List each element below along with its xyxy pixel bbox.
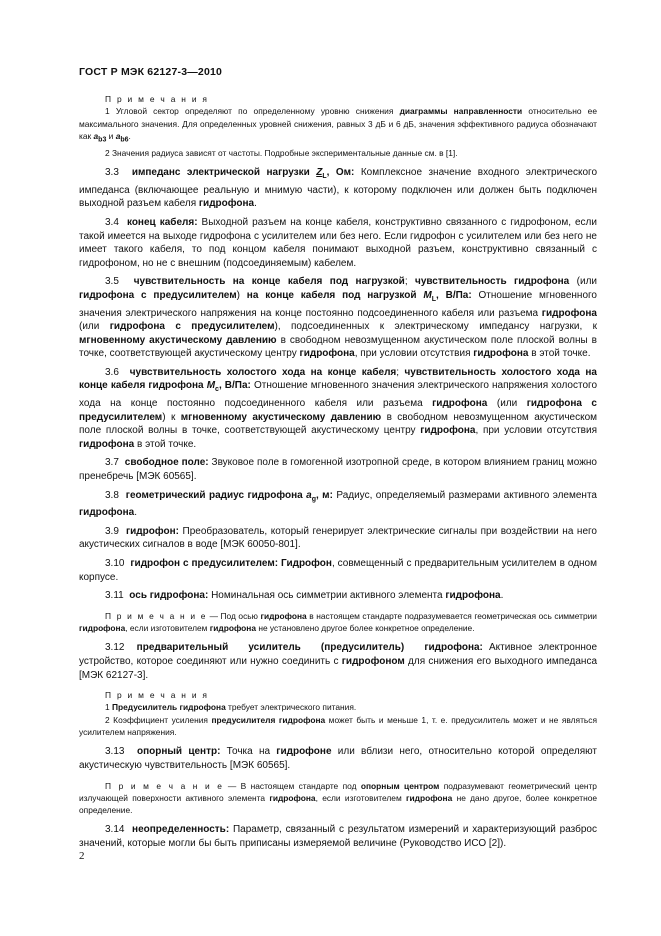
note-item: 1 Угловой сектор определяют по определенному уровню снижения диаграммы направленности относительно ее максимального значения. Для определенных уровней снижения, равных 3 дБ и 6 дБ, значения эффективного радиуса обозначают как $a_{b3}$ и $a_{b6}$. bbox=[79, 106, 597, 144]
term-3-4: 3.4 конец кабеля: Выходной разъем на конце кабеля, конструктивно связанного с гидрофоном, если такой имеется на выходе гидрофона с усилителем или без него. Если гидрофон с усилителем или без него не имеет такого кабеля, то под концом кабеля понимают выходной разъем, конструктивно связанный с гидрофоном, но не с внешним (подсоединяемым) кабелем. bbox=[79, 216, 597, 269]
term-3-9: 3.9 гидрофон: Преобразователь, который генерирует электрические сигналы при воздействии на него акустических сигналов в воде [МЭК 60050-801]. bbox=[79, 525, 597, 551]
note-axis: П р и м е ч а н и е — Под осью гидрофона в настоящем стандарте подразумевается геометрическая ось симметрии гидрофона, если изготовителем гидрофона не установлено другое более конкретное определение. bbox=[79, 610, 597, 634]
term-3-12: 3.12 предварительный усилитель (предусилитель) гидрофона: Активное электронное устройство, которое соединяют или нужно соединить с гидрофоном для снижения его выходного импеданса [МЭК 62127-3]. bbox=[79, 642, 598, 681]
document-body bbox=[79, 93, 597, 851]
notes-block-3 bbox=[79, 689, 597, 738]
term-3-10: 3.10 гидрофон с предусилителем: Гидрофон, совмещенный с предварительным усилителем в одном корпусе. bbox=[79, 558, 597, 583]
term-3-13: 3.13 опорный центр: Точка на гидрофоне или вблизи него, относительно которой определяют акустическую чувствительность [МЭК 60565]. bbox=[79, 746, 597, 771]
term-3-3: 3.3 импеданс электрической нагрузки $Z_L$, Ом: Комплексное значение входного электрического импеданса (включающее реальную и мнимую части), к которому подключен или должен быть подключен выходной разъем кабеля гидрофона. bbox=[79, 167, 598, 210]
term-3-5: 3.5 чувствительность на конце кабеля под нагрузкой; чувствительность гидрофона (или гидрофона с предусилителем) на конце кабеля под нагрузкой $M_L$, В/Па: Отношение мгновенного значения электрического напряжения на конце постоянно подсоединенного кабеля или разъема гидрофона (или гидрофона с предусилителем), подсоединенных к электрическому импедансу нагрузки, к мгновенному акустическому давлению в свободном невозмущенном акустическом поле плоской волны в точке, соответствующей акустическому центру гидрофона, при условии отсутствия гидрофона в этой точке. bbox=[79, 276, 597, 360]
term-3-8: 3.8 геометрический радиус гидрофона $a_g$, м: Радиус, определяемый размерами активного элемента гидрофона. bbox=[79, 489, 597, 519]
note-item: 1 Предусилитель гидрофона требует электрического питания. bbox=[105, 702, 357, 713]
note-item: 2 Значения радиуса зависят от частоты. Подробные экспериментальные данные см. в [1]. bbox=[105, 147, 458, 158]
note-item: 2 Коэффициент усиления предусилителя гидрофона может быть и меньше 1, т. е. предусилитель может и не являться усилителем напряжения. bbox=[79, 714, 597, 738]
term-3-14: 3.14 неопределенность: Параметр, связанный с результатом измерений и характеризующий разброс значений, которые могли бы быть приписаны измеряемой величине (Руководство ИСО [2]). bbox=[79, 824, 597, 850]
page-number: 2 bbox=[79, 850, 85, 862]
term-3-7: 3.7 свободное поле: Звуковое поле в гомогенной изотропной среде, в котором влиянием границ можно пренебречь [МЭК 60565]. bbox=[79, 457, 597, 483]
note-reference-center: П р и м е ч а н и е — В настоящем стандарте под опорным центром подразумевают геометрический центр излучающей поверхности активного элемента гидрофона, если изготовителем гидрофона не дано другое, более конкретное определение. bbox=[79, 780, 598, 816]
term-3-6: 3.6 чувствительность холостого хода на конце кабеля; чувствительность холостого хода на конце кабеля гидрофона $M_c$, В/Па: Отношение мгновенного значения электрического напряжения холостого хода на конце постоянно подсоединенного кабеля или разъема гидрофона (или гидрофона с предусилителем) к мгновенному акустическому давлению в свободном невозмущенном акустическом поле плоской волны в точке, соответствующей акустическому центру гидрофона, при условии отсутствия гидрофона в этой точке. bbox=[79, 366, 598, 450]
notes-heading: П р и м е ч а н и я bbox=[105, 690, 209, 701]
notes-heading: П р и м е ч а н и я bbox=[105, 94, 209, 104]
document-header: ГОСТ Р МЭК 62127-3—2010 bbox=[79, 66, 223, 78]
notes-block-1 bbox=[79, 93, 597, 159]
term-3-11: 3.11 ось гидрофона: Номинальная ось симметрии активного элемента гидрофона. bbox=[105, 590, 504, 602]
